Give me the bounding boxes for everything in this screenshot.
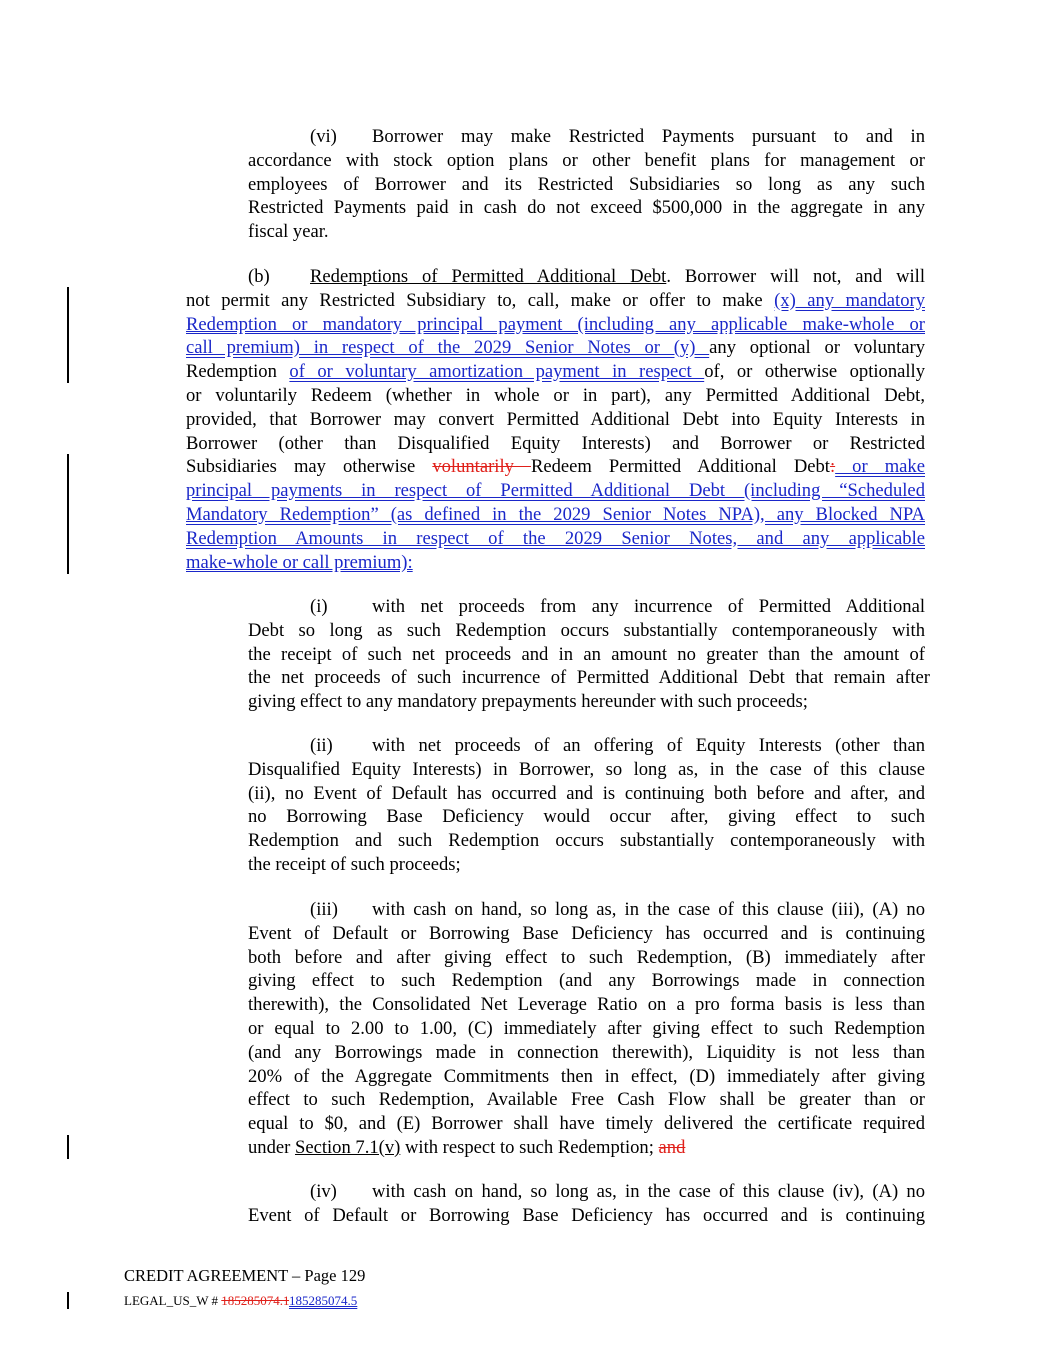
text-line: provided, that Borrower may convert Permitted Additional Debt into Equity Interests in: [186, 408, 925, 430]
deleted-text: :: [829, 456, 836, 478]
text-line: giving effect to such Redemption (and any Borrowings made in connection: [248, 970, 925, 992]
text-line: Restricted Payments paid in cash do not exceed $500,000 in the aggregate in any: [248, 197, 925, 219]
inserted-text: call premium) in respect of the 2029 Senior Notes or (y): [186, 337, 710, 359]
text-line: the net proceeds of such incurrence of Permitted Additional Debt that remain after: [248, 667, 930, 689]
text-run: with net proceeds from any incurrence of Permitted Additional: [372, 596, 925, 617]
text-line: Disqualified Equity Interests) in Borrower, so long as, in the case of this clause: [248, 758, 925, 780]
text-run: with respect to such Redemption;: [400, 1136, 659, 1158]
inserted-text: principal payments in respect of Permitted Additional Debt (including “Scheduled: [186, 480, 925, 502]
text-line: Event of Default or Borrowing Base Deficiency has occurred and is continuing: [248, 922, 925, 944]
inserted-text: of or voluntary amortization payment in respect: [289, 361, 705, 383]
inserted-text: (x) any mandatory: [774, 289, 925, 311]
text-line: or equal to 2.00 to 1.00, (C) immediately after giving effect to such Redemption: [248, 1017, 925, 1039]
inserted-text: Redemption Amounts in respect of the 2029 Senior Notes, and any applicable: [186, 527, 925, 549]
text-line: Redemption and such Redemption occurs substantially contemporaneously with: [248, 830, 925, 852]
clause-label: (iv): [310, 1181, 337, 1202]
change-bar: [67, 454, 69, 574]
inserted-text: Mandatory Redemption” (as defined in the 2029 Senior Notes NPA), any Blocked NPA: [186, 503, 925, 525]
section-heading: Redemptions of Permitted Additional Debt: [310, 266, 667, 287]
paragraph-iv: [248, 1180, 925, 1228]
text-line: Debt so long as such Redemption occurs substantially contemporaneously with: [248, 619, 925, 641]
text-line: fiscal year.: [248, 221, 329, 243]
text-line: (and any Borrowings made in connection therewith), Liquidity is not less than: [248, 1041, 925, 1063]
text-run: Subsidiaries may otherwise: [186, 456, 433, 478]
text-line: effect to such Redemption, Available Free Cash Flow shall be greater than or: [248, 1089, 925, 1111]
paragraph-vi: [248, 125, 925, 244]
text-line: giving effect to any mandatory prepayments hereunder with such proceeds;: [248, 691, 808, 713]
inserted-text: or make: [835, 456, 925, 478]
change-bar: [67, 1292, 69, 1309]
change-bar: [67, 1135, 69, 1159]
clause-label: (iii): [310, 899, 338, 920]
text-run: with net proceeds of an offering of Equity Interests (other than: [372, 735, 925, 756]
clause-label: (i): [310, 596, 328, 617]
footer-page-title: CREDIT AGREEMENT – Page 129: [124, 1266, 366, 1285]
footer-doc-id: [124, 1293, 357, 1309]
text-run: of, or otherwise optionally: [704, 361, 925, 383]
paragraph-ii: [248, 734, 925, 877]
inserted-text: Redemption or mandatory principal payment (including any applicable make-whole or: [186, 313, 925, 335]
doc-id-old: 185285074.1: [221, 1293, 290, 1308]
text-line: both before and after giving effect to such Redemption, (B) immediately after: [248, 946, 925, 968]
change-bar: [67, 287, 69, 383]
text-run: . Borrower will not, and will: [666, 266, 926, 287]
text-line: or voluntarily Redeem (whether in whole or in part), any Permitted Additional Debt,: [186, 384, 925, 406]
paragraph-b: [186, 265, 925, 574]
paragraph-iii: [248, 898, 925, 1160]
clause-label: (b): [248, 266, 270, 287]
text-line: therewith), the Consolidated Net Leverage Ratio on a pro forma basis is less than: [248, 994, 925, 1016]
text-line: equal to $0, and (E) Borrower shall have timely delivered the certificate required: [248, 1113, 925, 1135]
text-run: with cash on hand, so long as, in the case of this clause (iv), (A) no: [372, 1181, 925, 1202]
text-run: any optional or voluntary: [709, 337, 925, 359]
doc-id-prefix: LEGAL_US_W #: [124, 1293, 222, 1308]
text-line: the receipt of such proceeds;: [248, 853, 461, 875]
paragraph-i: [248, 595, 930, 714]
text-line: Borrower (other than Disqualified Equity Interests) and Borrower or Restricted: [186, 432, 925, 454]
text-line: Borrower may make Restricted Payments pursuant to and in: [372, 126, 925, 147]
text-run: not permit any Restricted Subsidiary to, call, make or offer to make: [186, 289, 775, 311]
deleted-text: voluntarily: [432, 456, 531, 478]
text-line: employees of Borrower and its Restricted Subsidiaries so long as any such: [248, 173, 925, 195]
text-line: the receipt of such net proceeds and in an amount no greater than the amount of: [248, 643, 925, 665]
text-run: under: [248, 1136, 295, 1158]
text-line: 20% of the Aggregate Commitments then in effect, (D) immediately after giving: [248, 1065, 925, 1087]
text-line: (ii), no Event of Default has occurred and is continuing both before and after, and: [248, 782, 925, 804]
text-line: no Borrowing Base Deficiency would occur after, giving effect to such: [248, 806, 925, 828]
clause-label: (vi): [310, 126, 337, 147]
text-line: accordance with stock option plans or other benefit plans for management or: [248, 149, 925, 171]
section-reference-link[interactable]: Section 7.1(v): [294, 1136, 401, 1158]
text-run: Redemption: [186, 361, 290, 383]
doc-id-new: 185285074.5: [289, 1293, 358, 1308]
deleted-text: and: [658, 1136, 686, 1158]
inserted-text: make-whole or call premium):: [186, 551, 413, 573]
text-run: Redeem Permitted Additional Debt: [530, 456, 830, 478]
text-run: with cash on hand, so long as, in the case of this clause (iii), (A) no: [372, 899, 925, 920]
clause-label: (ii): [310, 735, 333, 756]
text-line: Event of Default or Borrowing Base Deficiency has occurred and is continuing: [248, 1204, 925, 1226]
